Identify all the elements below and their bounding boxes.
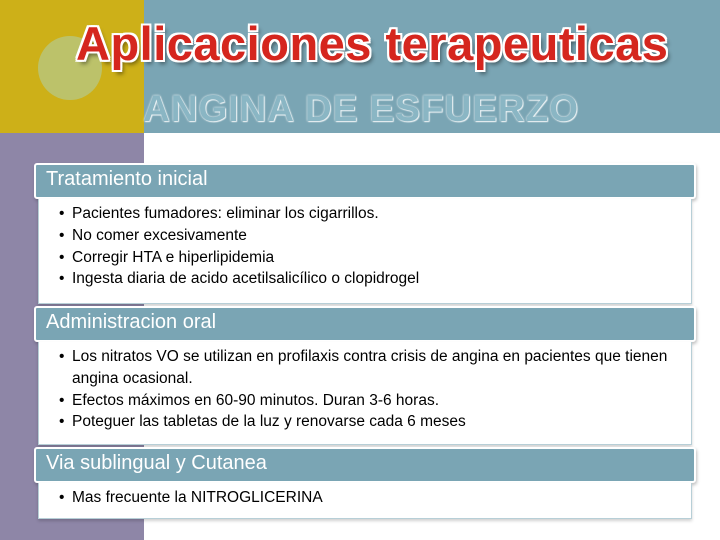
- list-item: • Pacientes fumadores: eliminar los cigarrillos.: [59, 203, 683, 225]
- section-title: Administracion oral: [46, 311, 217, 333]
- section-header-administracion-oral: [34, 306, 696, 342]
- bullet-list: [39, 199, 691, 296]
- list-item: • Los nitratos VO se utilizan en profilaxis contra crisis de angina en pacientes que tienen angina ocasional.: [59, 346, 683, 390]
- section-body-tratamiento-inicial: [38, 199, 692, 304]
- section-header-via-sublingual: [34, 447, 696, 483]
- list-item: • No comer excesivamente: [59, 225, 683, 247]
- list-item: • Corregir HTA e hiperlipidemia: [59, 247, 683, 269]
- bullet-list: [39, 483, 691, 515]
- section-title: Tratamiento inicial: [46, 168, 208, 190]
- section-body-via-sublingual: [38, 483, 692, 519]
- list-item: • Poteguer las tabletas de la luz y renovarse cada 6 meses: [59, 411, 683, 433]
- list-item: • Efectos máximos en 60-90 minutos. Duran 3-6 horas.: [59, 390, 683, 412]
- section-header-tratamiento-inicial: [34, 163, 696, 199]
- slide-title: Aplicaciones terapeuticas: [76, 17, 669, 70]
- bullet-list: [39, 342, 691, 439]
- section-body-administracion-oral: [38, 342, 692, 445]
- list-item: • Mas frecuente la NITROGLICERINA: [59, 487, 683, 509]
- list-item: • Ingesta diaria de acido acetilsalicílico o clopidrogel: [59, 268, 683, 290]
- slide-subtitle: ANGINA DE ESFUERZO: [143, 88, 579, 129]
- section-title: Via sublingual y Cutanea: [46, 452, 267, 474]
